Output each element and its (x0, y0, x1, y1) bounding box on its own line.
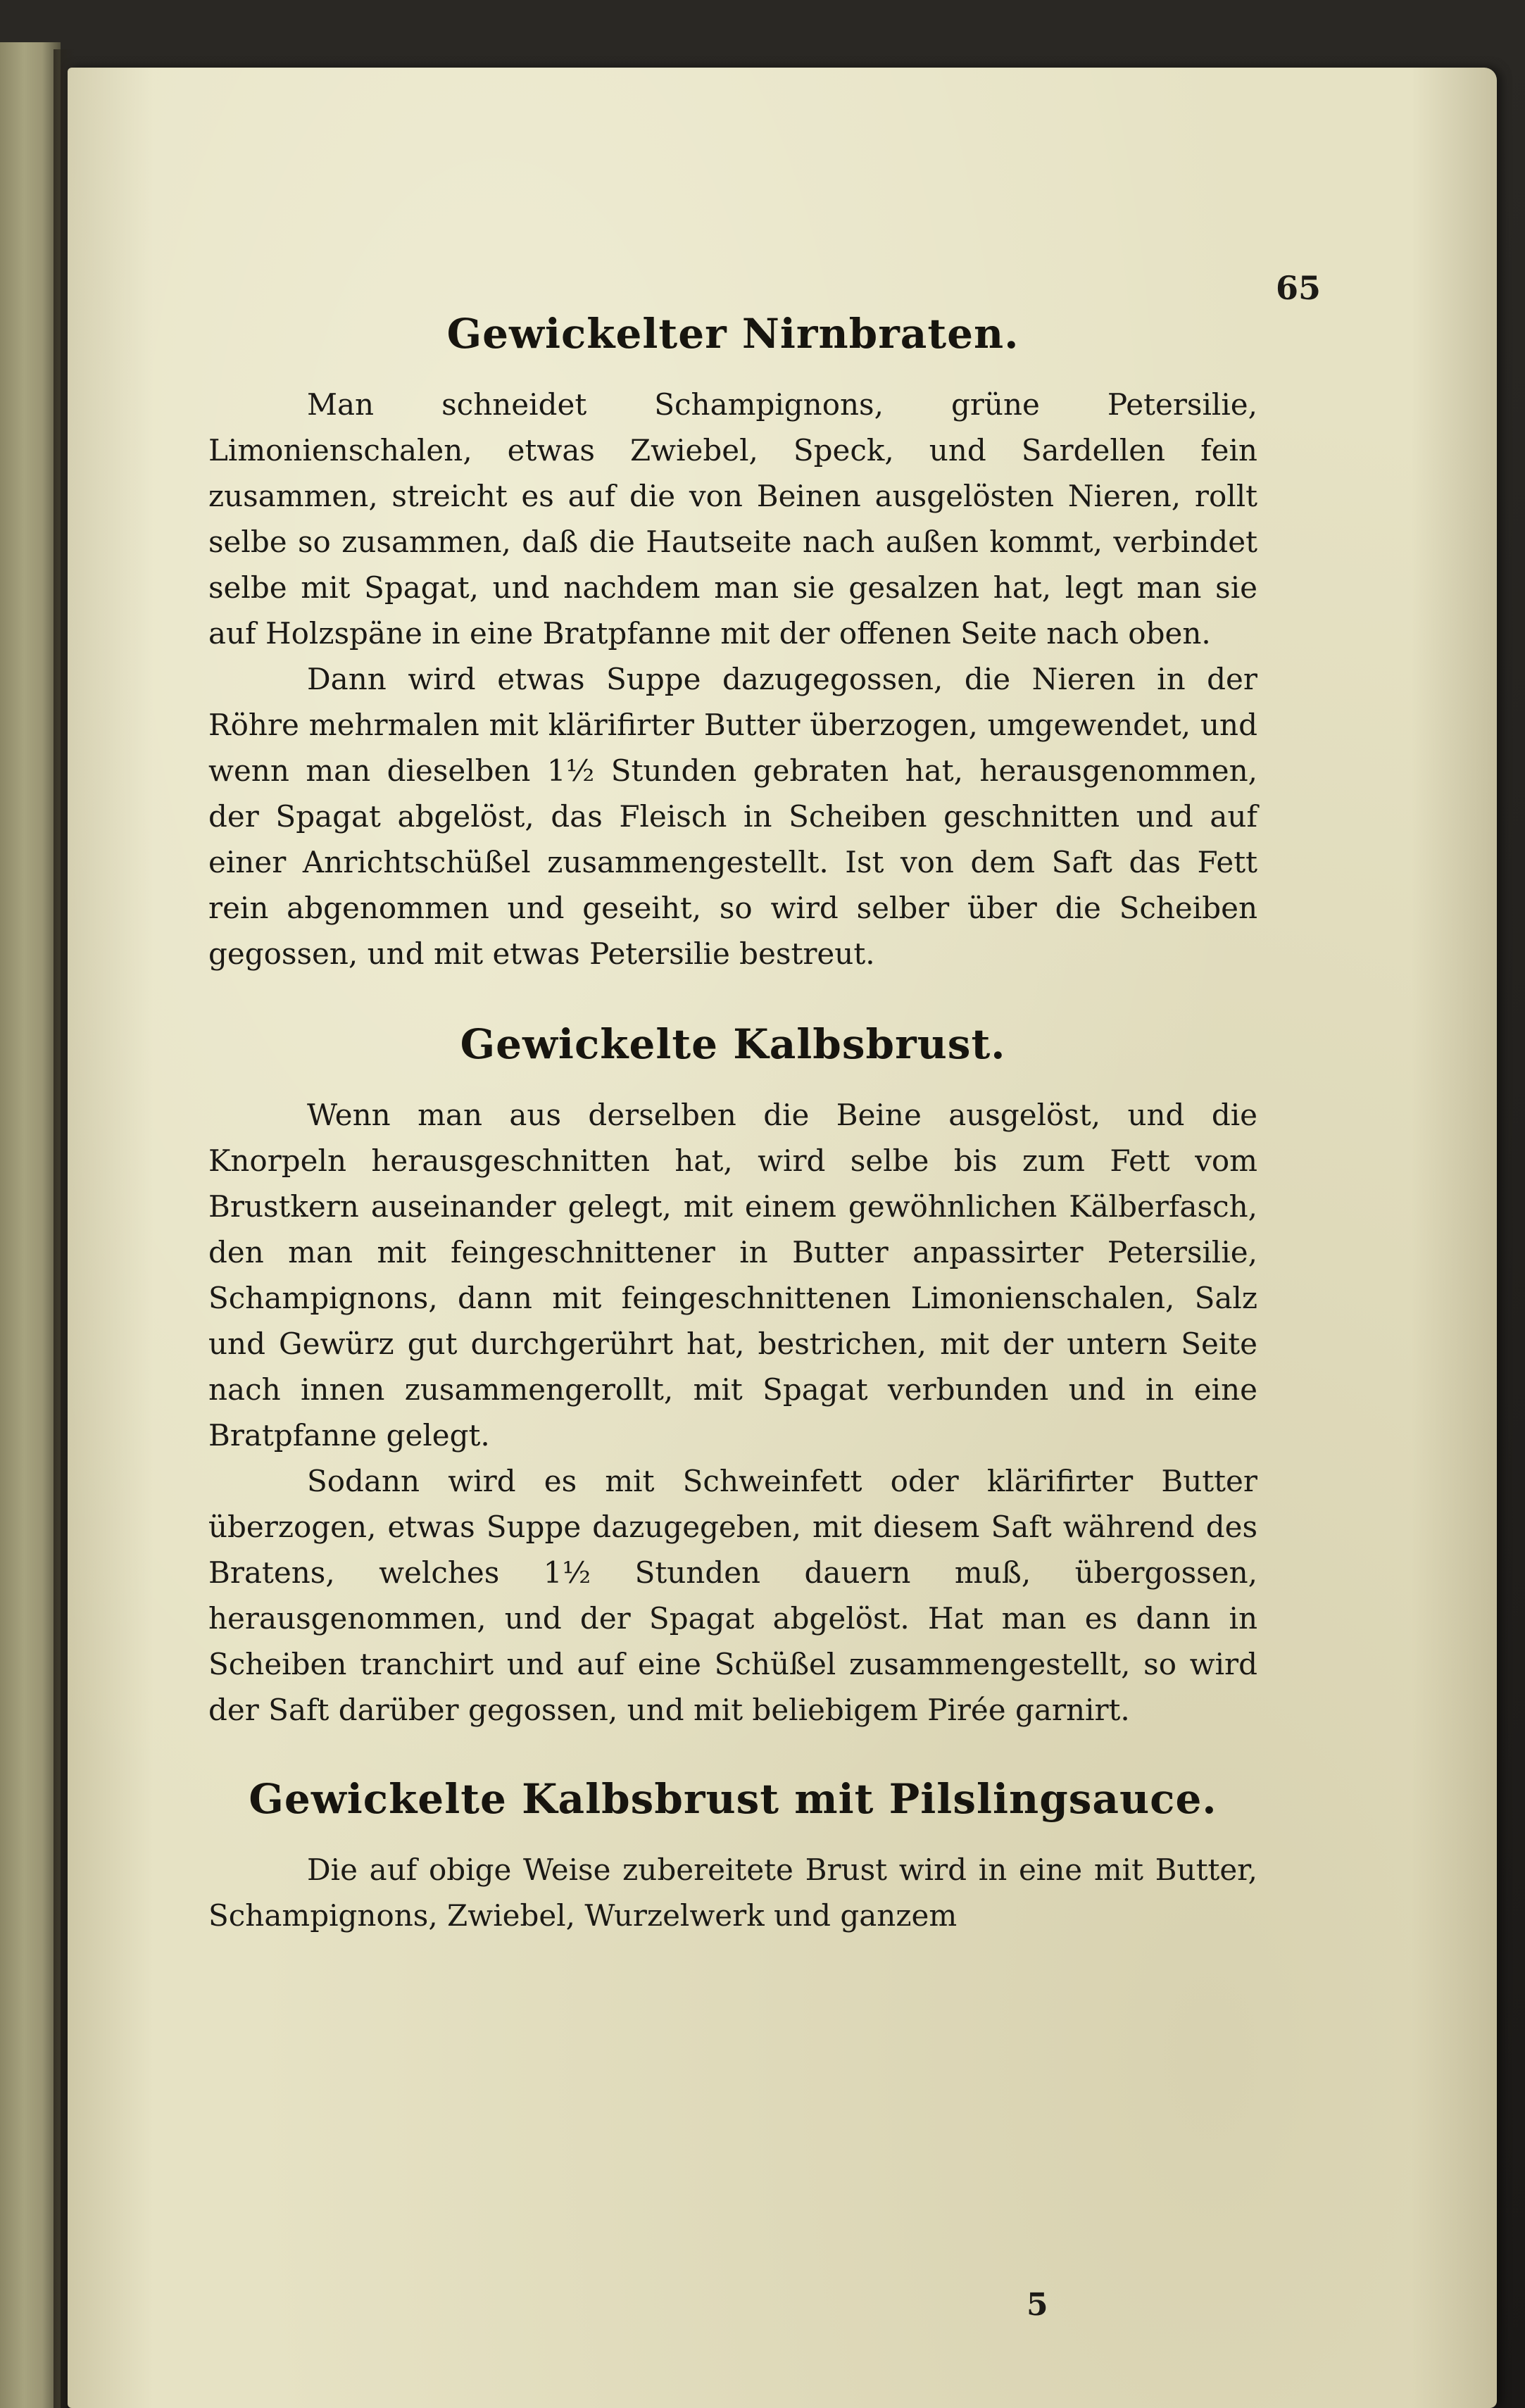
section-title-kalbsbrust-pilsling: Gewickelte Kalbsbrust mit Pilslingsauce. (249, 1775, 1217, 1823)
paragraph: Wenn man aus derselben die Beine ausgelöst, und die Knorpeln herausgeschnitten hat, wird selbe bis zum Fett vom Brustkern auseinander gelegt, mit einem gewöhnlichen Kälberfasch, den man mit feingeschnittener in Butter anpassirter Petersilie, Schampignons, dann mit feingeschnittenen Limonienschalen, Salz und Gewürz gut durchgerührt hat, bestrichen, mit der untern Seite nach innen zusammengerollt, mit Spagat verbunden und in eine Bratpfanne gelegt. (208, 1098, 1257, 1453)
paragraph: Die auf obige Weise zubereitete Brust wird in eine mit Butter, Schampignons, Zwiebel, Wurzelwerk und ganzem (208, 1852, 1257, 1933)
paragraph: Sodann wird es mit Schweinfett oder klärifirter Butter überzogen, etwas Suppe dazugegeben, mit diesem Saft während des Bratens, welches 1½ Stunden dauern muß, übergossen, herausgenommen, und der Spagat abgelöst. Hat man es dann in Scheiben tranchirt und auf eine Schüßel zusammengestellt, so wird der Saft darüber gegossen, und mit beliebigem Pirée garnirt. (208, 1464, 1257, 1727)
facing-page-edge (0, 42, 61, 2408)
page-number: 65 (1275, 269, 1321, 307)
section-title-nirnbraten: Gewickelter Nirnbraten. (446, 310, 1019, 358)
section-title-kalbsbrust: Gewickelte Kalbsbrust. (460, 1020, 1006, 1068)
paragraph: Dann wird etwas Suppe dazugegossen, die Nieren in der Röhre mehrmalen mit klärifirter Butter überzogen, umgewendet, und wenn man dieselben 1½ Stunden gebraten hat, herausgenommen, der Spagat abgelöst, das Fleisch in Scheiben geschnitten und auf einer Anrichtschüßel zusammengestellt. Ist von dem Saft das Fett rein abgenommen und geseiht, so wird selber über die Scheiben gegossen, und mit etwas Petersilie bestreut. (208, 662, 1257, 971)
signature-mark: 5 (1027, 2287, 1048, 2323)
page-content (208, 310, 1257, 1938)
paragraph: Man schneidet Schampignons, grüne Petersilie, Limonienschalen, etwas Zwiebel, Speck, und Sardellen fein zusammen, streicht es auf die von Beinen ausgelösten Nieren, rollt selbe so zusammen, daß die Hautseite nach außen kommt, verbindet selbe mit Spagat, und nachdem man sie gesalzen hat, legt man sie auf Holzspäne in eine Bratpfanne mit der offenen Seite nach oben. (208, 387, 1257, 651)
